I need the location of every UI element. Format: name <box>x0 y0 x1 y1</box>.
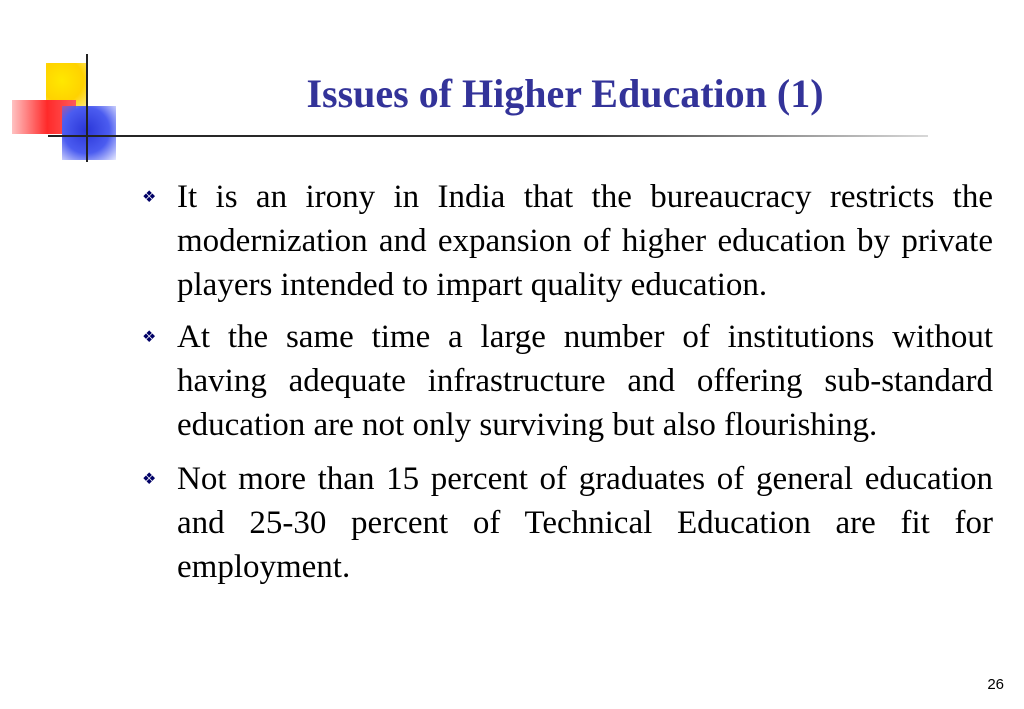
diamond-bullet-icon: ❖ <box>142 469 157 488</box>
page-number: 26 <box>987 676 1004 693</box>
bullet-list <box>140 175 993 597</box>
slide-title: Issues of Higher Education (1) <box>306 71 824 116</box>
bullet-item <box>140 457 993 589</box>
bullet-text: Not more than 15 percent of graduates of general education and 25-30 percent of Technical Education are fit for employment. <box>177 461 993 585</box>
bullet-text: At the same time a large number of institutions without having adequate infrastructure and offering sub-standard education are not only surviving but also flourishing. <box>177 319 993 443</box>
bullet-item <box>140 175 993 307</box>
bullet-text: It is an irony in India that the bureaucracy restricts the modernization and expansion of higher education by private players intended to impart quality education. <box>177 179 993 303</box>
diamond-bullet-icon: ❖ <box>142 187 157 206</box>
title-underline <box>48 135 928 137</box>
bullet-item <box>140 315 993 447</box>
diamond-bullet-icon: ❖ <box>142 327 157 346</box>
